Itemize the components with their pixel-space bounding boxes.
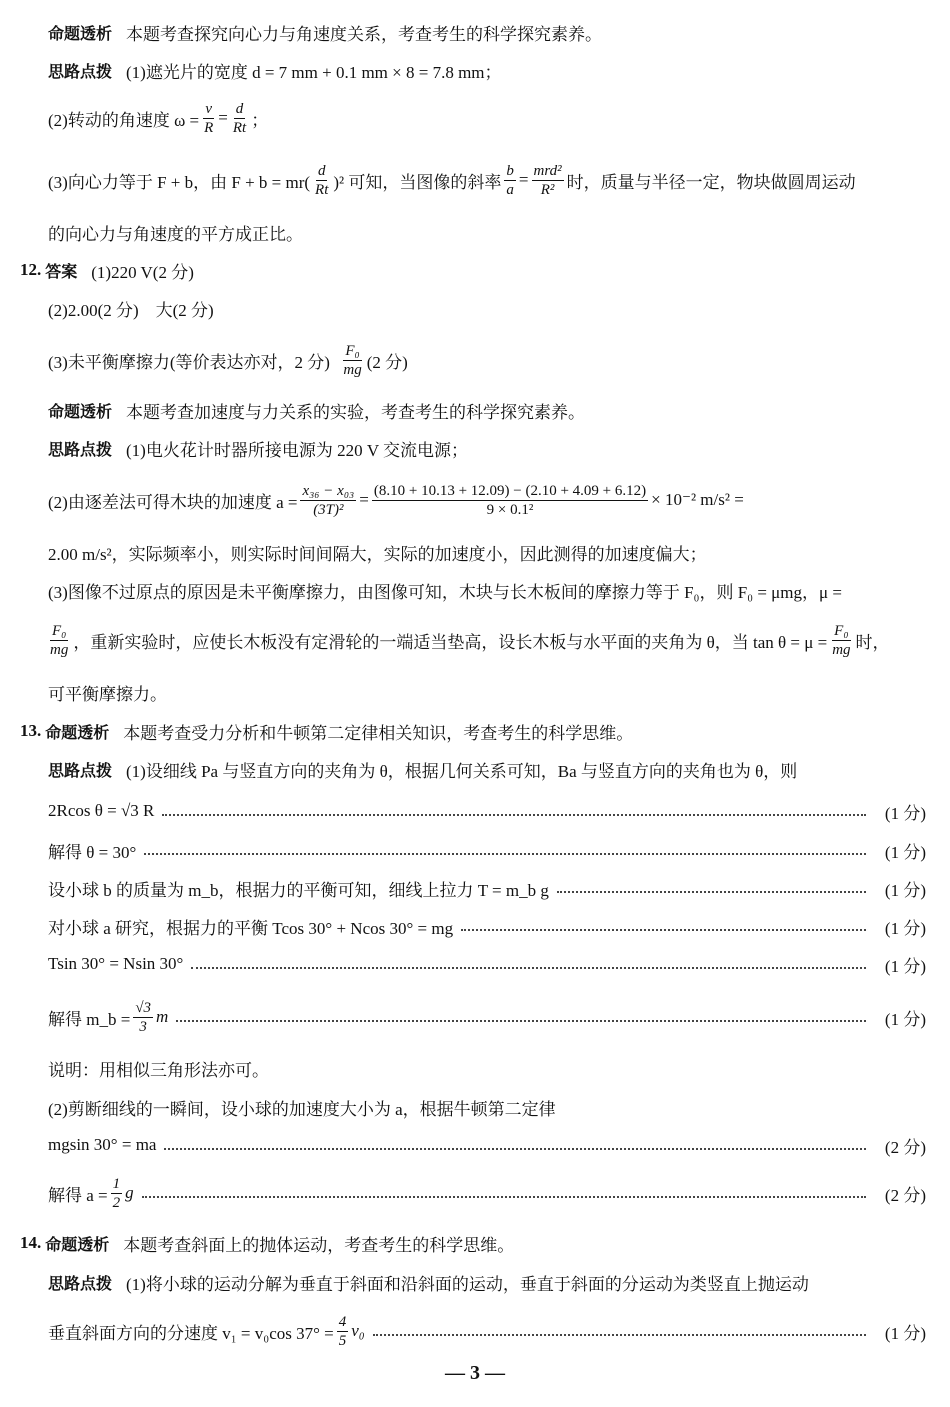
fraction xyxy=(48,622,70,659)
score: (1 分) xyxy=(884,1323,926,1343)
q12-answer-2 xyxy=(48,286,926,330)
den: 2 xyxy=(112,1194,121,1211)
label: 命题透析 xyxy=(48,23,113,43)
q12-hint-2 xyxy=(48,478,926,522)
fraction xyxy=(337,1313,349,1350)
fraction xyxy=(532,162,564,199)
score: (2 分) xyxy=(884,1137,926,1157)
dot-leader xyxy=(164,1148,866,1150)
num: F₀ xyxy=(834,622,849,639)
score: (1 分) xyxy=(884,918,926,938)
q11-hint-1 xyxy=(48,48,926,92)
den: Rt xyxy=(315,181,329,198)
q12-hint-6 xyxy=(48,670,926,714)
fraction xyxy=(313,162,330,199)
q12-hint-4 xyxy=(48,568,926,612)
dot-leader xyxy=(142,1196,866,1198)
q13-eq-1 xyxy=(48,789,926,833)
text: 说明：用相似三角形法亦可。 xyxy=(48,1060,269,1080)
num: 4 xyxy=(338,1313,347,1330)
num: d xyxy=(235,100,244,117)
den: R² xyxy=(540,181,555,198)
equation: mgsin 30° = ma xyxy=(48,1135,157,1154)
label: 命题透析 xyxy=(48,401,113,421)
text: (1)220 V(2 分) xyxy=(91,262,194,282)
equation: 设小球 b 的质量为 m_b，根据力的平衡可知，细线上拉力 T = m_b g xyxy=(48,880,549,900)
text: 2.00 m/s²，实际频率小，则实际时间间隔大，实际的加速度小，因此测得的加速度偏大； xyxy=(48,544,707,564)
text: (2)2.00(2 分) 大(2 分) xyxy=(48,300,214,320)
q14-eq-1 xyxy=(48,1309,926,1353)
label: 命题透析 xyxy=(45,1234,110,1254)
text: 本题考查受力分析和牛顿第二定律相关知识，考查考生的科学思维。 xyxy=(123,723,634,743)
label: 思路点拨 xyxy=(48,760,113,780)
text: 的向心力与角速度的平方成正比。 xyxy=(48,224,303,244)
text: 可平衡摩擦力。 xyxy=(48,684,167,704)
num: (8.10 + 10.13 + 12.09) − (2.10 + 4.09 + 6.12) xyxy=(373,482,647,499)
text: 本题考查探究向心力与角速度关系，考查考生的科学探究素养。 xyxy=(126,24,603,44)
dot-leader xyxy=(461,929,866,931)
score: (1 分) xyxy=(884,842,926,862)
text: 解得 a = xyxy=(48,1185,108,1205)
text: (3)未平衡摩擦力(等价表达亦对，2 分) xyxy=(48,352,330,372)
label: 命题透析 xyxy=(45,722,110,742)
fraction xyxy=(111,1175,123,1212)
den: a xyxy=(506,181,514,198)
fraction xyxy=(300,482,356,519)
den: Rt xyxy=(232,119,247,136)
equation: 2Rcos θ = √3 R xyxy=(48,801,155,820)
text: 垂直斜面方向的分速度 v₁ = v₀cos 37° = xyxy=(48,1323,334,1343)
score: (1 分) xyxy=(884,956,926,976)
dot-leader xyxy=(176,1020,866,1022)
question-number: 14. xyxy=(20,1233,42,1252)
q13-eq-8 xyxy=(48,1171,926,1215)
q12-answer-3 xyxy=(48,338,926,382)
text: ，重新实验时，应使长木板没有定滑轮的一端适当垫高，设长木板与水平面的夹角为 θ，当 tan θ = μ = xyxy=(73,632,828,652)
score: (1 分) xyxy=(884,880,926,900)
q13-note xyxy=(48,1046,926,1090)
label: 思路点拨 xyxy=(48,439,113,459)
equation: Tsin 30° = Nsin 30° xyxy=(48,954,184,973)
dot-leader xyxy=(144,853,866,855)
q13-eq-7 xyxy=(48,1123,926,1167)
text: m xyxy=(156,1007,169,1026)
text: × 10⁻² m/s² = xyxy=(651,490,744,509)
text: g xyxy=(125,1183,134,1202)
fraction xyxy=(341,342,363,379)
text: (2)剪断细线的一瞬间，设小球的加速度大小为 a，根据牛顿第二定律 xyxy=(48,1099,556,1119)
text: )² 可知，当图像的斜率 xyxy=(333,172,502,192)
score: (1 分) xyxy=(884,1009,926,1029)
label: 答案 xyxy=(45,261,78,281)
dot-leader xyxy=(373,1334,866,1336)
text: 解得 m_b = xyxy=(48,1009,131,1029)
text: (2 分) xyxy=(366,352,408,372)
num: b xyxy=(506,162,514,179)
den: 9 × 0.1² xyxy=(486,501,534,518)
q12-hint-1 xyxy=(48,426,926,470)
q11-hint-3 xyxy=(48,158,926,202)
dot-leader xyxy=(162,814,866,816)
q14-hint-1 xyxy=(48,1260,926,1304)
text: = xyxy=(518,170,529,189)
text: v₀ xyxy=(351,1321,365,1340)
fraction xyxy=(231,100,248,137)
text: 本题考查加速度与力关系的实验，考查考生的科学探究素养。 xyxy=(126,402,586,422)
den: mg xyxy=(50,641,69,658)
q11-hint-2 xyxy=(48,96,926,140)
den: mg xyxy=(343,361,362,378)
text: (2)转动的角速度 ω = xyxy=(48,110,200,130)
q12-hint-5 xyxy=(48,618,926,662)
text: (1)将小球的运动分解为垂直于斜面和沿斜面的运动，垂直于斜面的分运动为类竖直上抛运动 xyxy=(126,1274,809,1294)
den: 3 xyxy=(139,1018,147,1035)
question-number: 12. xyxy=(20,260,42,279)
fraction xyxy=(504,162,516,199)
text: (3)图像不过原点的原因是未平衡摩擦力，由图像可知，木块与长木板间的摩擦力等于 F₀，则 F₀ = μmg，μ = xyxy=(48,582,842,602)
q13-eq-5 xyxy=(48,942,926,986)
num: F₀ xyxy=(345,342,360,359)
text: = xyxy=(359,490,369,509)
den: R xyxy=(204,119,214,136)
text: (1)设细线 Pa 与竖直方向的夹角为 θ，根据几何关系可知，Ba 与竖直方向的夹角也为 θ，则 xyxy=(126,761,798,781)
label: 思路点拨 xyxy=(48,1273,113,1293)
num: 1 xyxy=(112,1175,121,1192)
num: x₃₆ − x₀₃ xyxy=(302,482,355,499)
score: (2 分) xyxy=(884,1185,926,1205)
question-number: 13. xyxy=(20,721,42,740)
text: ； xyxy=(251,110,269,130)
fraction xyxy=(133,999,153,1036)
equation: 对小球 a 研究，根据力的平衡 Tcos 30° + Ncos 30° = mg xyxy=(48,918,454,938)
q13-hint-1 xyxy=(48,747,926,791)
equation: 解得 θ = 30° xyxy=(48,842,137,862)
den: (3T)² xyxy=(313,501,344,518)
text: (3)向心力等于 F + b，由 F + b = mr( xyxy=(48,172,311,192)
dot-leader xyxy=(557,891,866,893)
num: √3 xyxy=(135,999,152,1016)
num: v xyxy=(205,100,213,117)
text: (2)由逐差法可得木块的加速度 a = xyxy=(48,492,298,512)
page-number: — 3 — xyxy=(445,1362,505,1384)
dot-leader xyxy=(191,967,866,969)
fraction xyxy=(830,622,852,659)
text: = xyxy=(218,108,228,127)
text: 本题考查斜面上的抛体运动，考查考生的科学思维。 xyxy=(123,1235,515,1255)
score: (1 分) xyxy=(884,803,926,823)
den: mg xyxy=(832,641,851,658)
label: 思路点拨 xyxy=(48,61,113,81)
den: 5 xyxy=(338,1332,347,1349)
fraction xyxy=(202,100,215,137)
num: mrd² xyxy=(533,162,562,179)
num: d xyxy=(317,162,326,179)
text: 时，质量与半径一定，物块做圆周运动 xyxy=(566,172,856,192)
text: 时， xyxy=(855,632,890,652)
fraction xyxy=(372,482,648,519)
q14-analysis xyxy=(20,1221,926,1265)
text: (1)遮光片的宽度 d = 7 mm + 0.1 mm × 8 = 7.8 mm； xyxy=(126,62,502,82)
num: F₀ xyxy=(51,622,67,639)
q13-eq-6 xyxy=(48,995,926,1039)
text: (1)电火花计时器所接电源为 220 V 交流电源； xyxy=(126,440,469,460)
